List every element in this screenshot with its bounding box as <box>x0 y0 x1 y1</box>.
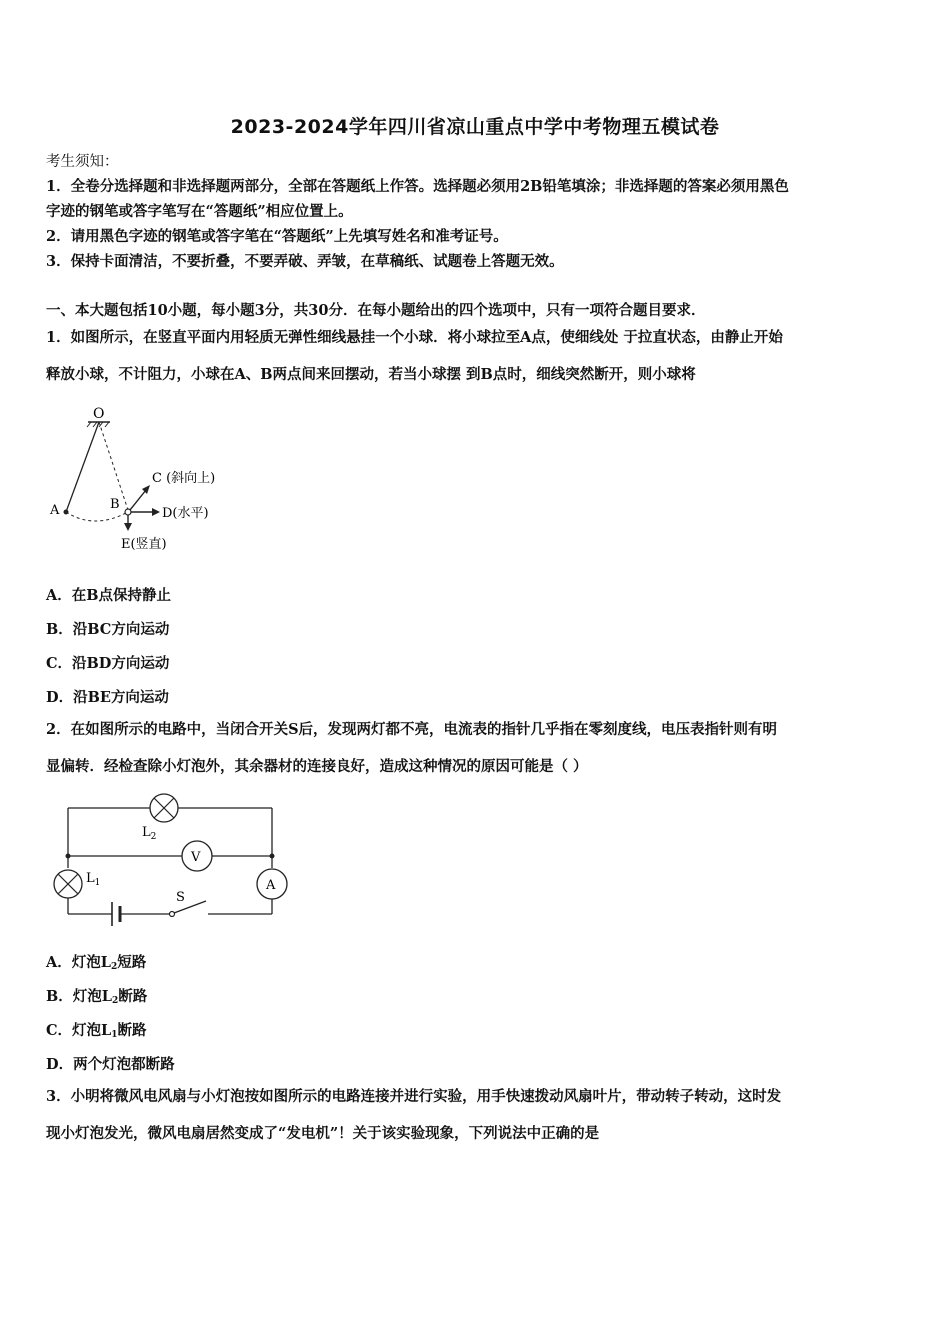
q2-option-b[interactable]: B．灯泡$L_2$断路 <box>46 988 148 1006</box>
label-A: A <box>50 503 60 518</box>
ball-at-A <box>64 510 69 515</box>
arrow-head-D <box>152 508 160 516</box>
notice-item-1: 1．全卷分选择题和非选择题两部分，全部在答题纸上作答。选择题必须用2B铅笔填涂；非选择题的答案必须用黑色 <box>46 178 789 195</box>
label-D: D(水平) <box>162 506 209 521</box>
q2-stem-line2: 显偏转．经检查除小灯泡外，其余器材的连接良好，造成这种情况的原因可能是（ ） <box>46 758 588 775</box>
label-B: B <box>110 497 120 512</box>
q2-option-c[interactable]: C．灯泡$L_1$断路 <box>46 1022 147 1040</box>
q1-stem-line1: 1．如图所示，在竖直平面内用轻质无弹性细线悬挂一个小球．将小球拉至A点，使细线处 于拉直状态，由静止开始 <box>46 329 783 346</box>
notice-item-2: 2．请用黑色字迹的钢笔或答字笔在“答题纸”上先填写姓名和准考证号。 <box>46 228 508 245</box>
ceiling-hatch <box>93 422 97 427</box>
q1-option-d[interactable]: D．沿BE方向运动 <box>46 689 169 706</box>
q1-option-b[interactable]: B．沿BC方向运动 <box>46 621 170 638</box>
notice-item-3: 3．保持卡面清洁，不要折叠，不要弄破、弄皱，在草稿纸、试题卷上答题无效。 <box>46 253 564 270</box>
label-S: S <box>176 890 185 905</box>
section-intro: 一、本大题包括10小题，每小题3分，共30分．在每小题给出的四个选项中，只有一项符合题目要求． <box>46 302 706 319</box>
arrow-BC <box>130 490 146 510</box>
label-L2: $L_2$ <box>142 825 157 842</box>
label-E: E(竖直) <box>121 537 167 552</box>
ceiling-hatch <box>105 422 109 427</box>
notice-item-1-cont: 字迹的钢笔或答字笔写在“答题纸”相应位置上。 <box>46 203 353 220</box>
q3-stem-line1: 3．小明将微风电风扇与小灯泡按如图所示的电路连接并进行实验，用手快速拨动风扇叶片，带动转子转动，这时发 <box>46 1088 782 1105</box>
arrow-head-E <box>124 523 132 531</box>
q1-option-c[interactable]: C．沿BD方向运动 <box>46 655 170 672</box>
notice-heading: 考生须知： <box>46 154 119 170</box>
label-O: O <box>93 406 105 422</box>
label-C: C (斜向上) <box>152 471 216 486</box>
swing-arc <box>66 512 128 521</box>
q2-option-d[interactable]: D．两个灯泡都断路 <box>46 1056 175 1073</box>
q2-circuit-figure <box>46 790 306 930</box>
label-A-meter: A <box>266 878 276 893</box>
q1-pendulum-figure <box>46 402 246 552</box>
q3-stem-line2: 现小灯泡发光，微风电扇居然变成了“发电机”！关于该实验现象，下列说法中正确的是 <box>46 1125 600 1142</box>
junction <box>66 854 71 859</box>
q1-stem-line2: 释放小球，不计阻力，小球在A、B两点间来回摆动，若当小球摆 到B点时，细线突然断开，则小球将 <box>46 366 696 383</box>
switch-contact <box>170 912 175 917</box>
junction <box>270 854 275 859</box>
q2-stem-line1: 2．在如图所示的电路中，当闭合开关S后，发现两灯都不亮，电流表的指针几乎指在零刻度线，电压表指针则有明 <box>46 721 778 738</box>
label-L1: $L_1$ <box>86 871 101 888</box>
page-title: 2023-2024学年四川省凉山重点中学中考物理五模试卷 <box>230 116 720 138</box>
ceiling-hatch <box>87 422 91 427</box>
q2-option-a[interactable]: A．灯泡$L_2$短路 <box>46 954 147 972</box>
pendulum-string <box>66 422 99 512</box>
q1-option-a[interactable]: A．在B点保持静止 <box>46 587 172 604</box>
label-V: V <box>191 850 201 865</box>
